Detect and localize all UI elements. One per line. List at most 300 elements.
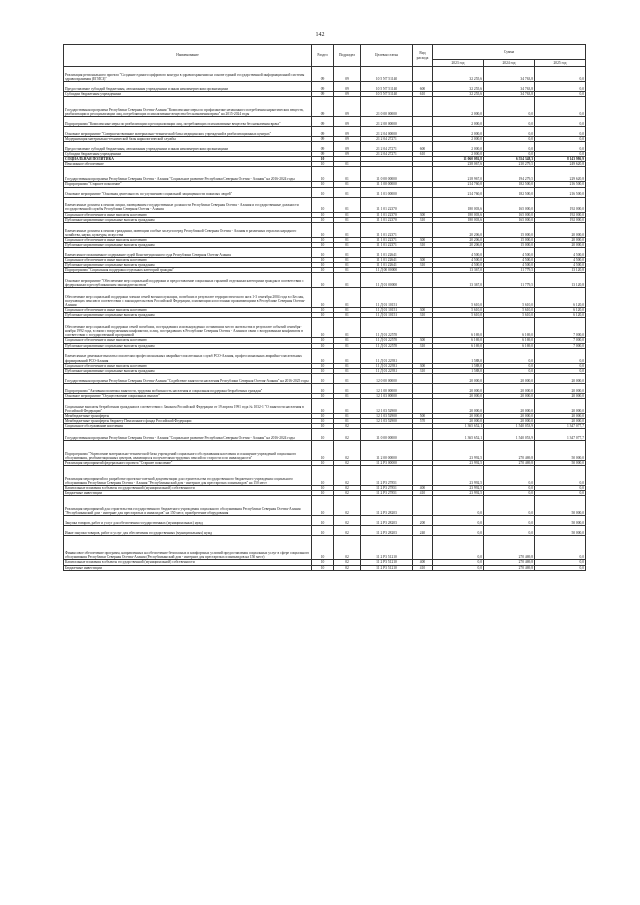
row-podrazdel: 09: [334, 117, 361, 127]
row-razdel: 10: [312, 461, 334, 466]
row-sum-2025: 0,0: [535, 97, 586, 117]
row-sum-2025: 0,0: [535, 560, 586, 565]
row-sum-2023: 214 760,0: [433, 187, 484, 197]
table-row: [64, 67, 586, 82]
row-target-article: 11 1 01 22641: [361, 247, 413, 257]
row-name: СОЦИАЛЬНАЯ ПОЛИТИКА: [64, 157, 312, 162]
row-sum-2025: 20 000,0: [535, 237, 586, 242]
row-podrazdel: 01: [334, 383, 361, 393]
row-target-article: 11 1 01 22371: [361, 242, 413, 247]
row-podrazdel: 01: [334, 398, 361, 413]
row-sum-2025: 20 000,0: [535, 383, 586, 393]
row-razdel: 10: [312, 237, 334, 242]
row-sum-2024: 34 763,8: [484, 67, 535, 82]
row-name: Пенсионное обеспечение: [64, 162, 312, 167]
row-razdel: 10: [312, 182, 334, 187]
row-target-article: 11 2 P3 51210: [361, 536, 413, 560]
row-razdel: 10: [312, 536, 334, 560]
row-sum-2025: 0,0: [535, 142, 586, 152]
row-razdel: 10: [312, 526, 334, 536]
row-name: Публичные нормативные социальные выплаты гражданам: [64, 263, 312, 268]
table-row: [64, 222, 586, 237]
row-sum-2024: 0,0: [484, 117, 535, 127]
row-sum-2025: 0,0: [535, 92, 586, 97]
row-name: Публичные нормативные социальные выплаты гражданам: [64, 368, 312, 373]
budget-table: [63, 44, 586, 571]
row-razdel: 10: [312, 441, 334, 461]
row-podrazdel: 01: [334, 273, 361, 288]
row-target-article: 11 Д 00 00000: [361, 268, 413, 273]
row-expense-type: [413, 127, 433, 137]
row-sum-2025: 0,0: [535, 536, 586, 560]
row-target-article: 12 0 00 00000: [361, 373, 413, 383]
row-sum-2024: 34 763,8: [484, 92, 535, 97]
row-sum-2024: 6 554 348,3: [484, 157, 535, 162]
row-sum-2025: 13 120,8: [535, 273, 586, 288]
row-target-article: 12 1 03 52900: [361, 418, 413, 423]
row-sum-2025: 0,0: [535, 565, 586, 570]
row-expense-type: 300: [413, 308, 433, 313]
row-name: Подпрограмма "Укрепление материально-технической базы учреждений социального обслуживания населения и оснащение учреждений социального обслуживания, реабилитационных центров, являющихся получателями трудовых пенсий по старости и по инвалидности": [64, 441, 312, 461]
row-sum-2023: 6 169,0: [433, 343, 484, 348]
row-name: Социальные выплаты безработным гражданам в соответствии с Законом Российской Федерации от 19 апреля 1991 года № 1032-1 "О занятости населения в Российской Федерации": [64, 398, 312, 413]
row-sum-2023: 1 588,0: [433, 363, 484, 368]
row-name: Государственная программа Республики Северная Осетия - Алания "Социальное развитие Республики Северная Осетия - Алания" на 2016-2024 годы: [64, 429, 312, 441]
row-razdel: 10: [312, 212, 334, 217]
row-sum-2024: 5 610,0: [484, 308, 535, 313]
row-podrazdel: 01: [334, 237, 361, 242]
row-target-article: 11 Д 01 22570: [361, 318, 413, 338]
row-razdel: 10: [312, 398, 334, 413]
row-razdel: 10: [312, 217, 334, 222]
table-row: [64, 565, 586, 570]
row-podrazdel: 02: [334, 536, 361, 560]
row-podrazdel: 01: [334, 418, 361, 423]
row-sum-2023: 6 169,0: [433, 338, 484, 343]
row-razdel: 10: [312, 263, 334, 268]
row-sum-2025: 20 000,0: [535, 393, 586, 398]
row-name: Подпрограмма "Комплексные меры по реабилитации и ресоциализации лиц, потребляющих психоактивные вещества без назначения врача": [64, 117, 312, 127]
row-razdel: 10: [312, 318, 334, 338]
row-razdel: 10: [312, 242, 334, 247]
row-sum-2025: 0,0: [535, 152, 586, 157]
row-sum-2024: 210 279,5: [484, 162, 535, 167]
row-sum-2024: 20 000,0: [484, 373, 535, 383]
row-sum-2024: 1 540 053,9: [484, 429, 535, 441]
row-sum-2025: 6 120,0: [535, 308, 586, 313]
row-sum-2025: 20 000,0: [535, 418, 586, 423]
row-target-article: 11 2 P3 27851: [361, 466, 413, 486]
row-target-article: 11 2 P3 27851: [361, 486, 413, 491]
header-name: Наименование: [64, 45, 312, 67]
row-sum-2025: 0,0: [535, 127, 586, 137]
row-podrazdel: 01: [334, 338, 361, 343]
row-podrazdel: 02: [334, 461, 361, 466]
row-expense-type: 300: [413, 237, 433, 242]
row-target-article: 11 1 01 22370: [361, 212, 413, 217]
table-row: [64, 127, 586, 137]
row-expense-type: [413, 348, 433, 363]
row-sum-2024: 270 469,8: [484, 560, 535, 565]
row-razdel: 10: [312, 565, 334, 570]
row-podrazdel: 01: [334, 247, 361, 257]
row-sum-2024: 11 779,5: [484, 273, 535, 288]
row-target-article: 11 1 01 22371: [361, 237, 413, 242]
row-expense-type: [413, 398, 433, 413]
row-sum-2025: 50 000,0: [535, 516, 586, 526]
row-sum-2025: 0,0: [535, 491, 586, 496]
row-sum-2024: 270 469,8: [484, 441, 535, 461]
row-name: Государственная программа Республики Северная Осетия - Алания "Социальное развитие Республики Северная Осетия - Алания" на 2016-2024 годы: [64, 167, 312, 182]
header-razdel: Раздел: [312, 45, 334, 67]
row-podrazdel: 09: [334, 127, 361, 137]
row-sum-2025: 192 000,0: [535, 217, 586, 222]
row-sum-2023: 20 206,0: [433, 222, 484, 237]
row-sum-2024: 0,0: [484, 486, 535, 491]
row-expense-type: [413, 67, 433, 82]
row-target-article: 12 1 03 00000: [361, 393, 413, 398]
row-sum-2023: 20 000,0: [433, 383, 484, 393]
row-name: Межбюджетные трансферты бюджету Пенсионного фонда Российской Федерации: [64, 418, 312, 423]
table-row: [64, 187, 586, 197]
page-number: 142: [315, 32, 325, 38]
row-sum-2023: 23 992,5: [433, 466, 484, 486]
row-sum-2025: 0,0: [535, 67, 586, 82]
row-sum-2024: 270 469,8: [484, 536, 535, 560]
row-razdel: 10: [312, 197, 334, 212]
row-sum-2024: 20 000,0: [484, 418, 535, 423]
row-sum-2025: 50 000,0: [535, 496, 586, 516]
row-razdel: 09: [312, 137, 334, 142]
row-sum-2025: 4 500,0: [535, 247, 586, 257]
row-expense-type: 400: [413, 486, 433, 491]
row-razdel: 10: [312, 247, 334, 257]
row-sum-2023: 218 967,0: [433, 167, 484, 182]
table-row: [64, 318, 586, 338]
row-target-article: 10 5 N7 51140: [361, 67, 413, 82]
row-name: Капитальные вложения в объекты государственной (муниципальной) собственности: [64, 560, 312, 565]
row-name: Реализация регионального проекта "Создание единого цифрового контура в здравоохранении на основе единой государственной информационной системы здравоохранения (ЕГИСЗ)": [64, 67, 312, 82]
row-name: Финансовое обеспечение программ, направленных на обеспечение безопасных и комфортных условий предоставления социальных услуг в сфере социального обслуживания Республики Северная Осетия-Алания (Республиканский дом - интернат для престарелых и инвалидов на 150 мест): [64, 536, 312, 560]
row-podrazdel: 01: [334, 368, 361, 373]
row-sum-2025: 249 620,8: [535, 162, 586, 167]
row-target-article: 11 2 00 00000: [361, 441, 413, 461]
table-row: [64, 496, 586, 516]
row-name: Государственная программа Республики Северная Осетия-Алания "Комплексные меры по профилактике незаконного потребления наркотических веществ, реабилитации и ресоциализации лиц, потребляющих психоактивные вещества без назначения врача" на 2015-2024 годы: [64, 97, 312, 117]
row-podrazdel: 02: [334, 424, 361, 429]
row-name: Закупка товаров, работ и услуг для обеспечения государственных (муниципальных) нужд: [64, 516, 312, 526]
row-sum-2025: 0,0: [535, 137, 586, 142]
row-sum-2023: 0,0: [433, 516, 484, 526]
row-expense-type: [413, 466, 433, 486]
row-name: Публичные нормативные социальные выплаты гражданам: [64, 313, 312, 318]
row-sum-2023: 23 992,5: [433, 486, 484, 491]
row-razdel: 10: [312, 268, 334, 273]
row-sum-2023: 4 500,0: [433, 257, 484, 262]
row-expense-type: 200: [413, 516, 433, 526]
row-sum-2024: 6 169,0: [484, 318, 535, 338]
row-target-article: 21 2 00 00000: [361, 117, 413, 127]
row-razdel: 10: [312, 257, 334, 262]
row-sum-2025: 216 500,0: [535, 182, 586, 187]
row-razdel: 10: [312, 343, 334, 348]
row-razdel: 10: [312, 373, 334, 383]
row-razdel: 10: [312, 222, 334, 237]
row-name: Ежемесячные доплаты к пенсии лицам, замещавшим государственные должности Республики Северная Осетия - Алания и государственные должности государственной службы Республики Северная Осетия - Алания: [64, 197, 312, 212]
header-year-2024: 2024 год: [484, 60, 535, 67]
row-razdel: 10: [312, 413, 334, 418]
row-expense-type: [413, 117, 433, 127]
row-razdel: 10: [312, 273, 334, 288]
row-name: Межбюджетные трансферты: [64, 413, 312, 418]
row-sum-2023: 1 365 652,1: [433, 429, 484, 441]
row-target-article: 11 Д 01 22931: [361, 363, 413, 368]
row-razdel: 09: [312, 67, 334, 82]
row-podrazdel: 01: [334, 242, 361, 247]
row-name: Социальное обеспечение и иные выплаты населению: [64, 363, 312, 368]
row-sum-2024: 5 610,0: [484, 313, 535, 318]
row-target-article: 21 2 04 00000: [361, 127, 413, 137]
header-year-2023: 2023 год: [433, 60, 484, 67]
row-podrazdel: 01: [334, 257, 361, 262]
row-target-article: 11 Д 01 22570: [361, 343, 413, 348]
row-sum-2024: 182 500,0: [484, 182, 535, 187]
row-expense-type: 310: [413, 263, 433, 268]
row-sum-2025: 20 000,0: [535, 413, 586, 418]
row-sum-2024: 5 610,0: [484, 288, 535, 308]
row-sum-2025: 8 143 986,9: [535, 157, 586, 162]
row-expense-type: [413, 288, 433, 308]
row-name: Реализация мероприятий для строительства государственного бюджетного учреждения социального обслуживания Республики Северная Осетия-Алания "Республиканский дом - интернат для престарелых и инвалидов" на 150 мест, приобретение оборудования: [64, 496, 312, 516]
table-row: [64, 167, 586, 182]
row-sum-2024: 0,0: [484, 526, 535, 536]
row-name: Подпрограмма "Старшее поколение": [64, 182, 312, 187]
row-sum-2023: 6 169,0: [433, 318, 484, 338]
row-podrazdel: 09: [334, 142, 361, 152]
row-sum-2023: 20 000,0: [433, 418, 484, 423]
row-sum-2024: 194 279,5: [484, 167, 535, 182]
row-expense-type: [413, 197, 433, 212]
row-name: Социальное обеспечение и иные выплаты населению: [64, 212, 312, 217]
row-sum-2024: 0,0: [484, 363, 535, 368]
row-razdel: 10: [312, 313, 334, 318]
row-sum-2025: 0,0: [535, 466, 586, 486]
row-sum-2023: 23 992,5: [433, 491, 484, 496]
row-sum-2023: 0,0: [433, 536, 484, 560]
row-podrazdel: 09: [334, 82, 361, 92]
row-sum-2024: 0,0: [484, 496, 535, 516]
row-target-article: 11 2 P3 00000: [361, 461, 413, 466]
row-podrazdel: 09: [334, 92, 361, 97]
row-target-article: 11 1 01 22641: [361, 257, 413, 262]
row-sum-2023: 214 760,0: [433, 182, 484, 187]
row-name: Предоставление субсидий бюджетным, автономным учреждениям и иным некоммерческим организациям: [64, 82, 312, 92]
row-sum-2024: 0,0: [484, 127, 535, 137]
header-podrazdel: Подраздел: [334, 45, 361, 67]
row-sum-2025: 7 000,0: [535, 338, 586, 343]
row-sum-2023: 4 500,0: [433, 263, 484, 268]
table-row: [64, 197, 586, 212]
row-razdel: 09: [312, 92, 334, 97]
row-sum-2023: 4 500,0: [433, 247, 484, 257]
row-podrazdel: 01: [334, 167, 361, 182]
row-sum-2025: 0,0: [535, 368, 586, 373]
row-target-article: 11 Д 01 10151: [361, 308, 413, 313]
row-sum-2023: 2 000,0: [433, 97, 484, 117]
row-name: Публичные нормативные социальные выплаты гражданам: [64, 242, 312, 247]
row-target-article: 11 2 P3 51210: [361, 565, 413, 570]
row-razdel: 10: [312, 486, 334, 491]
row-sum-2024: 11 779,5: [484, 268, 535, 273]
row-sum-2025: 20 000,0: [535, 373, 586, 383]
row-podrazdel: 01: [334, 413, 361, 418]
row-name: Основное мероприятие "Основная деятельность по улучшению социальной защищенности пожилых людей": [64, 187, 312, 197]
table-row: [64, 142, 586, 152]
row-expense-type: 300: [413, 212, 433, 217]
row-target-article: 10 5 N7 51140: [361, 92, 413, 97]
row-expense-type: [413, 441, 433, 461]
row-razdel: 09: [312, 127, 334, 137]
row-sum-2025: 1 347 077,7: [535, 429, 586, 441]
table-row: [64, 466, 586, 486]
header-sum: Сумма: [433, 45, 586, 60]
row-sum-2024: 15 000,0: [484, 242, 535, 247]
table-row: [64, 429, 586, 441]
row-sum-2024: 270 469,8: [484, 461, 535, 466]
row-sum-2023: 2 000,0: [433, 117, 484, 127]
row-podrazdel: 02: [334, 526, 361, 536]
row-name: Ежемесячные доплаты к пенсии гражданам, имеющим особые заслуги перед Республикой Северная Осетия - Алания в различных отраслях народного хозяйства, науки, культуры, искусства: [64, 222, 312, 237]
row-sum-2025: 0,0: [535, 82, 586, 92]
row-razdel: 10: [312, 363, 334, 368]
row-name: Социальное обеспечение и иные выплаты населению: [64, 308, 312, 313]
table-body: [64, 67, 586, 571]
row-razdel: 10: [312, 496, 334, 516]
table-row: [64, 247, 586, 257]
row-sum-2023: 20 000,0: [433, 373, 484, 383]
row-podrazdel: 01: [334, 162, 361, 167]
row-sum-2023: 20 000,0: [433, 398, 484, 413]
row-target-article: 11 0 00 00000: [361, 429, 413, 441]
row-sum-2024: 20 000,0: [484, 413, 535, 418]
row-sum-2025: 229 620,8: [535, 167, 586, 182]
row-expense-type: 610: [413, 152, 433, 157]
row-expense-type: 400: [413, 560, 433, 565]
row-razdel: 09: [312, 142, 334, 152]
row-sum-2023: 13 367,0: [433, 268, 484, 273]
row-sum-2024: 0,0: [484, 137, 535, 142]
row-sum-2024: 165 000,0: [484, 212, 535, 217]
row-name: Социальное обеспечение и иные выплаты населению: [64, 237, 312, 242]
row-podrazdel: 01: [334, 222, 361, 237]
row-sum-2024: 15 000,0: [484, 237, 535, 242]
row-sum-2023: 2 000,0: [433, 152, 484, 157]
row-target-article: 11 2 P3 28203: [361, 496, 413, 516]
row-target-article: 11 Д 01 10151: [361, 313, 413, 318]
row-sum-2023: 20 206,0: [433, 242, 484, 247]
row-target-article: 11 1 01 00000: [361, 187, 413, 197]
row-razdel: 09: [312, 82, 334, 92]
row-sum-2023: 2 000,0: [433, 142, 484, 152]
row-sum-2023: 1 365 652,1: [433, 424, 484, 429]
row-sum-2025: 4 500,0: [535, 263, 586, 268]
row-razdel: 10: [312, 288, 334, 308]
row-podrazdel: 09: [334, 67, 361, 82]
row-sum-2024: 4 500,0: [484, 247, 535, 257]
row-name: Социальное обеспечение и иные выплаты населению: [64, 338, 312, 343]
row-razdel: 10: [312, 368, 334, 373]
row-razdel: 10: [312, 167, 334, 182]
row-name: Бюджетные инвестиции: [64, 491, 312, 496]
row-target-article: 11 1 00 00000: [361, 182, 413, 187]
row-target-article: 11 1 01 22641: [361, 263, 413, 268]
row-podrazdel: 01: [334, 348, 361, 363]
table-row: [64, 273, 586, 288]
row-sum-2025: 50 000,0: [535, 526, 586, 536]
row-target-article: 11 2 P3 28203: [361, 516, 413, 526]
table-row: [64, 526, 586, 536]
row-podrazdel: 09: [334, 137, 361, 142]
row-razdel: 10: [312, 466, 334, 486]
row-sum-2023: 13 367,0: [433, 273, 484, 288]
row-sum-2025: 0,0: [535, 348, 586, 363]
row-podrazdel: 01: [334, 217, 361, 222]
row-expense-type: 410: [413, 491, 433, 496]
row-razdel: 10: [312, 338, 334, 343]
row-razdel: 10: [312, 383, 334, 393]
row-sum-2025: 50 000,0: [535, 461, 586, 466]
row-expense-type: [413, 373, 433, 383]
row-name: Обеспечение мер социальной поддержки членам семей военнослужащих, погибших в результате террористического акта 1-3 сентября 2004 года в г.Беслан, получающих пенсию в соответствии с законодательством Российской Федерации, и являющихся постоянно проживающими в Республике Северная Осетия-Алания: [64, 288, 312, 308]
row-podrazdel: 02: [334, 565, 361, 570]
row-sum-2024: 0,0: [484, 516, 535, 526]
row-sum-2023: 0,0: [433, 560, 484, 565]
header-expense-type: Вид расхода: [413, 45, 433, 67]
row-sum-2024: 15 000,0: [484, 222, 535, 237]
row-podrazdel: 02: [334, 429, 361, 441]
row-sum-2025: 20 000,0: [535, 398, 586, 413]
row-sum-2023: 5 610,0: [433, 288, 484, 308]
table-row: [64, 398, 586, 413]
row-name: Подпрограмма "Активная политика занятости, трудовая мобильность населения и социальная поддержка безработных граждан": [64, 383, 312, 393]
row-expense-type: 310: [413, 242, 433, 247]
row-target-article: 11 2 P3 51210: [361, 560, 413, 565]
table-row: [64, 288, 586, 308]
row-razdel: 10: [312, 348, 334, 363]
row-podrazdel: 01: [334, 263, 361, 268]
table-row: [64, 97, 586, 117]
row-target-article: 21 0 00 00000: [361, 97, 413, 117]
row-sum-2023: 20 000,0: [433, 413, 484, 418]
row-razdel: 10: [312, 516, 334, 526]
row-sum-2023: 32 255,6: [433, 82, 484, 92]
row-name: Модернизация материально-технической базы наркологической службы: [64, 137, 312, 142]
row-razdel: 09: [312, 117, 334, 127]
row-sum-2023: 32 255,6: [433, 67, 484, 82]
row-podrazdel: 01: [334, 197, 361, 212]
table-row: [64, 348, 586, 363]
row-sum-2025: 20 000,0: [535, 242, 586, 247]
row-expense-type: [413, 496, 433, 516]
row-sum-2024: 0,0: [484, 466, 535, 486]
row-expense-type: [413, 383, 433, 393]
row-razdel: 10: [312, 393, 334, 398]
row-sum-2024: 270 469,8: [484, 565, 535, 570]
row-name: Реализация мероприятий по разработке проектно-сметной документации для строительства государственного бюджетного учреждения социального обслуживания Республики Северная Осетия - Алания "Республиканский дом - интернат для престарелых и инвалидов" на 150 мест: [64, 466, 312, 486]
row-sum-2024: 0,0: [484, 348, 535, 363]
row-podrazdel: 01: [334, 288, 361, 308]
row-target-article: 11 Д 01 22931: [361, 368, 413, 373]
